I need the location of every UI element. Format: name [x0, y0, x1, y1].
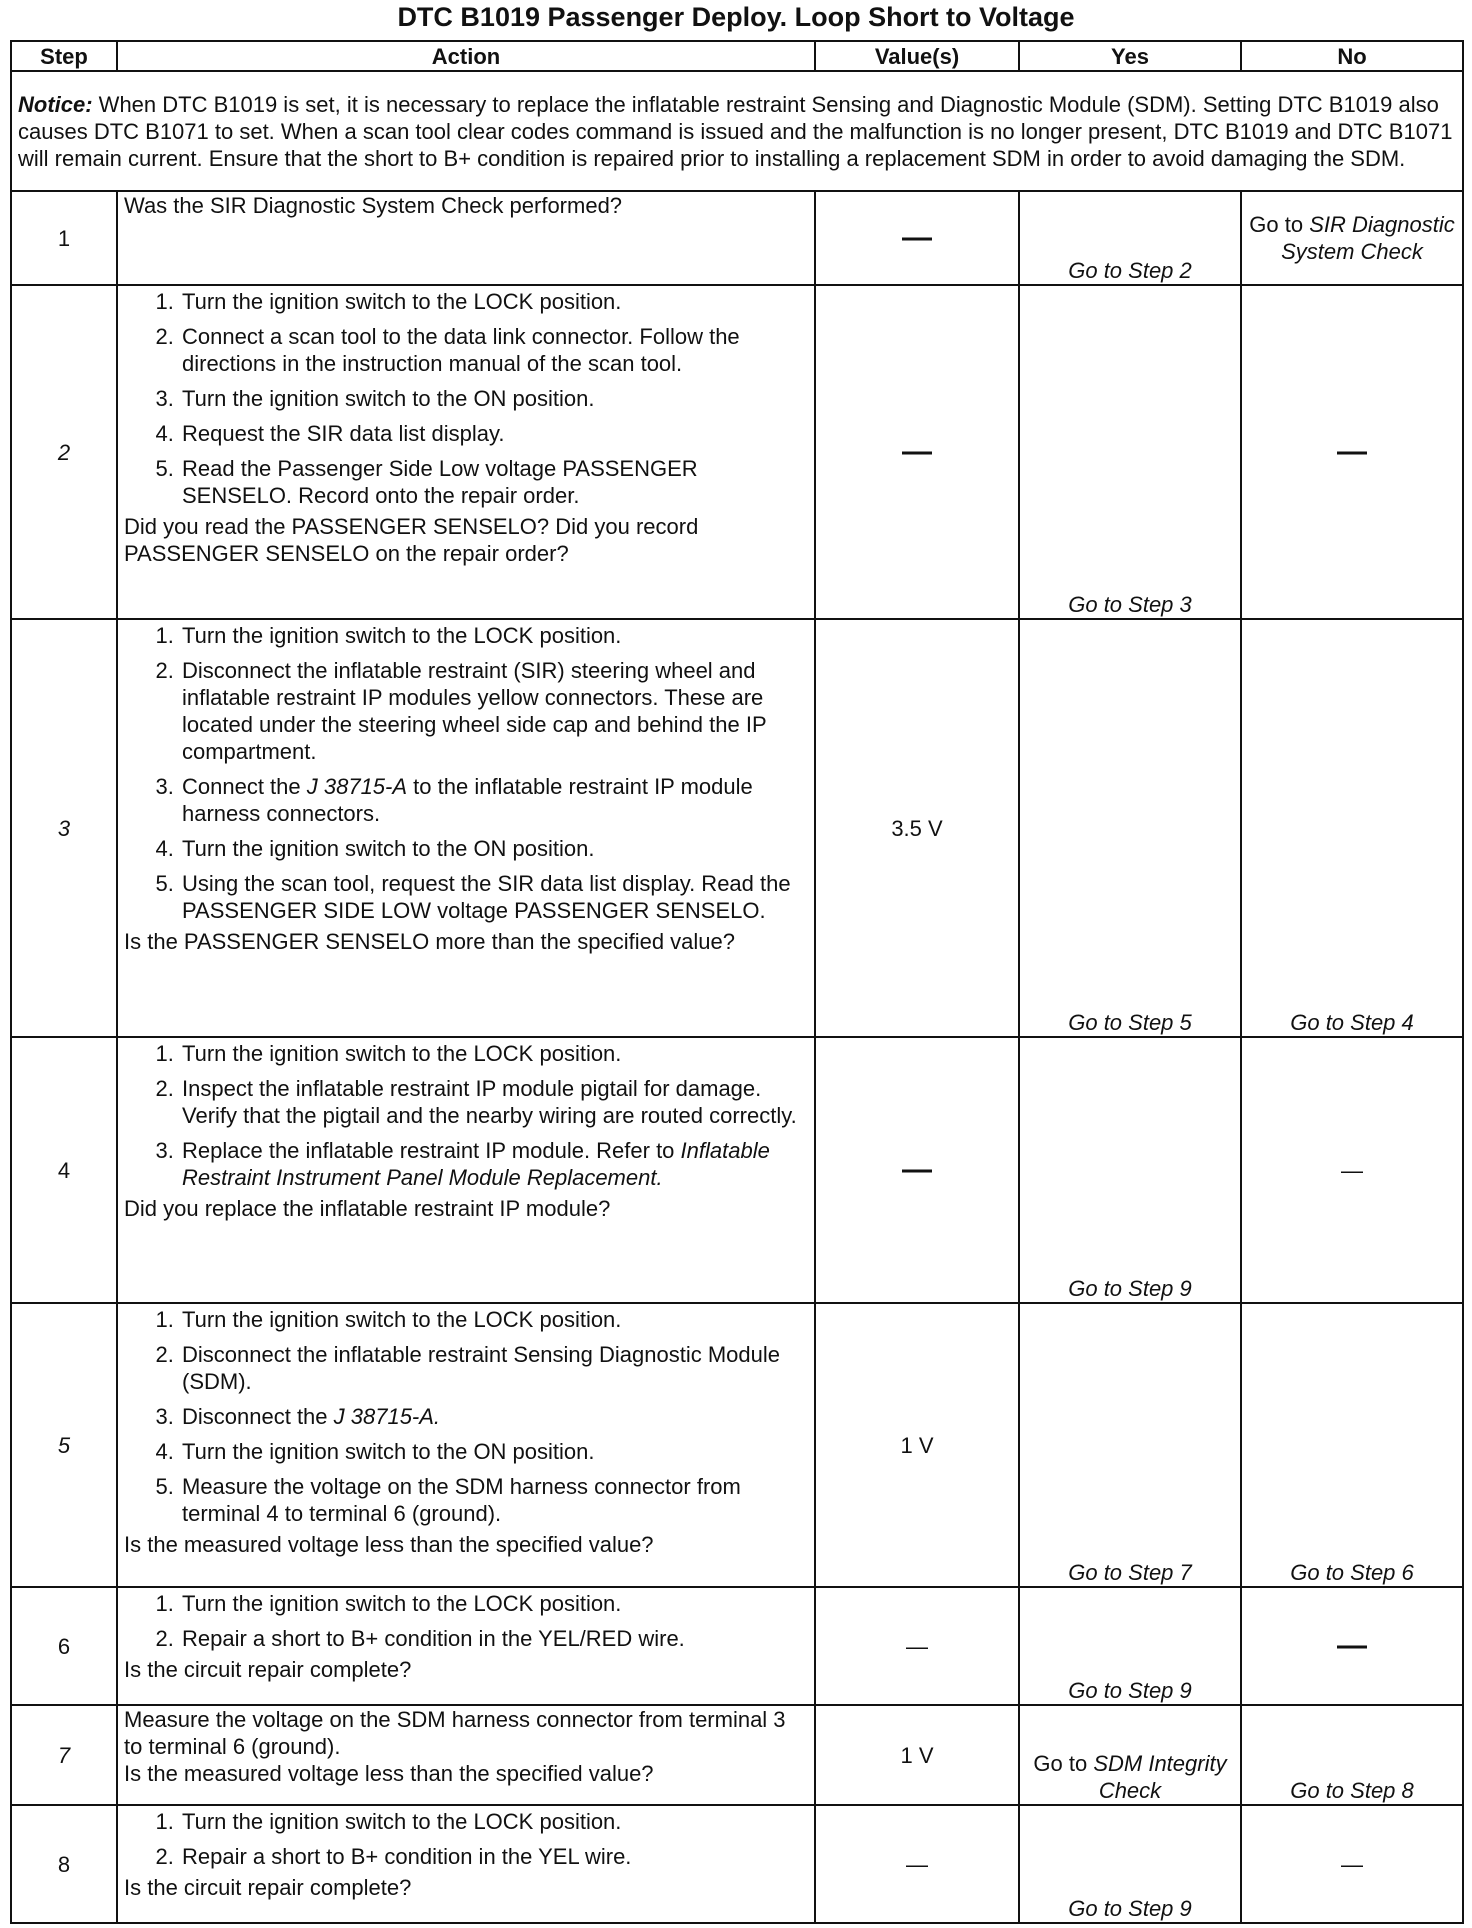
no-link[interactable]: Go to Step 4	[1290, 1010, 1414, 1035]
table-row	[11, 1303, 1463, 1587]
no-text: —	[1341, 1851, 1363, 1877]
action-cell	[117, 285, 815, 619]
reference-link[interactable]: Inflatable Restraint Instrument Panel Module Replacement.	[182, 1138, 770, 1190]
instruction-list	[124, 1040, 808, 1191]
step-question: Did you read the PASSENGER SENSELO? Did you record PASSENGER SENSELO on the repair order?	[124, 514, 699, 566]
value-text: —	[902, 434, 932, 468]
step-number: 5	[11, 1303, 117, 1587]
list-item: 2. Connect a scan tool to the data link connector. Follow the directions in the instruction manual of the scan tool.	[180, 323, 808, 377]
no-cell	[1241, 619, 1463, 1037]
tool-name: J 38715-A	[306, 774, 408, 799]
step-question: Is the measured voltage less than the specified value?	[124, 1532, 654, 1557]
list-item: 1. Turn the ignition switch to the LOCK position.	[180, 622, 808, 649]
list-item: 4. Request the SIR data list display.	[180, 420, 808, 447]
value-text: —	[902, 220, 932, 254]
list-item	[180, 1403, 808, 1430]
value-cell	[815, 285, 1019, 619]
action-cell	[117, 1037, 815, 1303]
step-question: Is the PASSENGER SENSELO more than the specified value?	[124, 929, 736, 954]
value-text: 3.5 V	[891, 815, 943, 841]
table-header-row	[11, 41, 1463, 71]
yes-link[interactable]: Go to Step 3	[1068, 592, 1192, 617]
step-question: Was the SIR Diagnostic System Check performed?	[124, 193, 623, 218]
instruction-list	[124, 1808, 808, 1870]
step-number: 1	[11, 191, 117, 285]
step-question: Is the circuit repair complete?	[124, 1657, 412, 1682]
action-cell	[117, 1705, 815, 1805]
action-cell	[117, 619, 815, 1037]
value-text: —	[902, 1152, 932, 1186]
no-prefix: Go to	[1249, 212, 1310, 237]
header-yes: Yes	[1019, 41, 1241, 71]
list-item: 5. Read the Passenger Side Low voltage PASSENGER SENSELO. Record onto the repair order.	[180, 455, 808, 509]
value-text: —	[906, 1851, 928, 1877]
table-row	[11, 1037, 1463, 1303]
yes-prefix: Go to	[1033, 1751, 1094, 1776]
no-text: —	[1337, 1628, 1367, 1662]
value-text: 1 V	[900, 1742, 934, 1768]
step-question: Did you replace the inflatable restraint IP module?	[124, 1196, 611, 1221]
action-cell	[117, 1587, 815, 1705]
value-cell	[815, 1805, 1019, 1923]
notice	[11, 71, 1463, 191]
item-prefix: Connect the	[182, 774, 307, 799]
list-item	[180, 773, 808, 827]
step-question: Is the circuit repair complete?	[124, 1875, 412, 1900]
table-row	[11, 619, 1463, 1037]
step-number: 4	[11, 1037, 117, 1303]
step-number: 7	[11, 1705, 117, 1805]
list-item: 5. Measure the voltage on the SDM harness connector from terminal 4 to terminal 6 (ground).	[180, 1473, 808, 1527]
step-number: 2	[11, 285, 117, 619]
step-number: 3	[11, 619, 117, 1037]
no-link[interactable]: Go to Step 8	[1290, 1778, 1414, 1803]
yes-link[interactable]: Go to Step 5	[1068, 1010, 1192, 1035]
diagnostic-table	[10, 40, 1464, 1924]
yes-cell	[1019, 191, 1241, 285]
list-item: 1. Turn the ignition switch to the LOCK position.	[180, 1808, 808, 1835]
no-cell	[1241, 285, 1463, 619]
instruction-list	[124, 1306, 808, 1527]
list-item: 3. Turn the ignition switch to the ON position.	[180, 385, 808, 412]
value-cell	[815, 1705, 1019, 1805]
list-item: 5. Using the scan tool, request the SIR data list display. Read the PASSENGER SIDE LOW voltage PASSENGER SENSELO.	[180, 870, 808, 924]
notice-row	[11, 71, 1463, 191]
yes-cell	[1019, 1805, 1241, 1923]
table-row	[11, 285, 1463, 619]
yes-cell	[1019, 1587, 1241, 1705]
page-title: DTC B1019 Passenger Deploy. Loop Short to Voltage	[397, 2, 1075, 32]
no-link[interactable]: Go to Step 6	[1290, 1560, 1414, 1585]
yes-link[interactable]: Go to Step 9	[1068, 1276, 1192, 1301]
no-cell	[1241, 1805, 1463, 1923]
instruction-list	[124, 288, 808, 509]
notice-label: Notice:	[18, 91, 93, 117]
list-item: 2. Disconnect the inflatable restraint (SIR) steering wheel and inflatable restraint IP modules yellow connectors. These are located under the steering wheel side cap and behind the IP compartment.	[180, 657, 808, 765]
no-cell	[1241, 1705, 1463, 1805]
list-item: 2. Repair a short to B+ condition in the YEL wire.	[180, 1843, 808, 1870]
yes-link[interactable]: Go to Step 7	[1068, 1560, 1192, 1585]
instruction-list	[124, 1590, 808, 1652]
yes-link[interactable]: SDM Integrity Check	[1093, 1751, 1227, 1803]
value-text: —	[906, 1633, 928, 1659]
yes-cell	[1019, 1705, 1241, 1805]
header-step: Step	[11, 41, 117, 71]
notice-text: When DTC B1019 is set, it is necessary to replace the inflatable restraint Sensing and Diagnostic Module (SDM). Setting DTC B1019 also causes DTC B1071 to set. When a scan tool clear codes command is issued and the malfunction is no longer present, DTC B1019 and DTC B1071 will remain current. Ensure that the short to B+ condition is repaired prior to installing a replacement SDM in order to avoid damaging the SDM.	[18, 91, 1453, 171]
step-number: 8	[11, 1805, 117, 1923]
yes-link[interactable]: Go to Step 9	[1068, 1678, 1192, 1703]
no-cell	[1241, 191, 1463, 285]
item-prefix: Disconnect the	[182, 1404, 334, 1429]
list-item: 2. Repair a short to B+ condition in the YEL/RED wire.	[180, 1625, 808, 1652]
no-cell	[1241, 1587, 1463, 1705]
no-link[interactable]: SIR Diagnostic System Check	[1281, 212, 1455, 264]
table-row	[11, 1587, 1463, 1705]
list-item: 1. Turn the ignition switch to the LOCK position.	[180, 288, 808, 315]
header-value: Value(s)	[815, 41, 1019, 71]
action-cell	[117, 191, 815, 285]
list-item: 1. Turn the ignition switch to the LOCK position.	[180, 1040, 808, 1067]
value-cell	[815, 619, 1019, 1037]
value-cell	[815, 1037, 1019, 1303]
header-no: No	[1241, 41, 1463, 71]
value-cell	[815, 1303, 1019, 1587]
yes-cell	[1019, 1037, 1241, 1303]
list-item: 2. Inspect the inflatable restraint IP module pigtail for damage. Verify that the pigtail and the nearby wiring are routed correctly.	[180, 1075, 808, 1129]
step-text: Measure the voltage on the SDM harness connector from terminal 3 to terminal 6 (ground).	[124, 1707, 786, 1759]
yes-cell	[1019, 1303, 1241, 1587]
no-cell	[1241, 1037, 1463, 1303]
no-text: —	[1341, 1157, 1363, 1183]
list-item: 1. Turn the ignition switch to the LOCK position.	[180, 1590, 808, 1617]
yes-link[interactable]: Go to Step 9	[1068, 1896, 1192, 1921]
step-number: 6	[11, 1587, 117, 1705]
no-text: —	[1337, 434, 1367, 468]
yes-link[interactable]: Go to Step 2	[1068, 258, 1192, 283]
item-prefix: Replace the inflatable restraint IP module. Refer to	[182, 1138, 681, 1163]
item-suffix: to the inflatable restraint IP module harness connectors.	[182, 774, 753, 826]
action-cell	[117, 1805, 815, 1923]
value-cell	[815, 1587, 1019, 1705]
list-item: 4. Turn the ignition switch to the ON position.	[180, 1438, 808, 1465]
step-question: Is the measured voltage less than the specified value?	[124, 1761, 654, 1786]
table-row	[11, 191, 1463, 285]
value-cell	[815, 191, 1019, 285]
table-row	[11, 1705, 1463, 1805]
action-cell	[117, 1303, 815, 1587]
tool-name: J 38715-A.	[333, 1404, 441, 1429]
list-item: 2. Disconnect the inflatable restraint Sensing Diagnostic Module (SDM).	[180, 1341, 808, 1395]
list-item: 1. Turn the ignition switch to the LOCK position.	[180, 1306, 808, 1333]
instruction-list	[124, 622, 808, 924]
list-item	[180, 1137, 808, 1191]
list-item: 4. Turn the ignition switch to the ON position.	[180, 835, 808, 862]
header-action: Action	[117, 41, 815, 71]
table-row	[11, 1805, 1463, 1923]
yes-cell	[1019, 285, 1241, 619]
yes-cell	[1019, 619, 1241, 1037]
no-cell	[1241, 1303, 1463, 1587]
value-text: 1 V	[900, 1432, 934, 1458]
